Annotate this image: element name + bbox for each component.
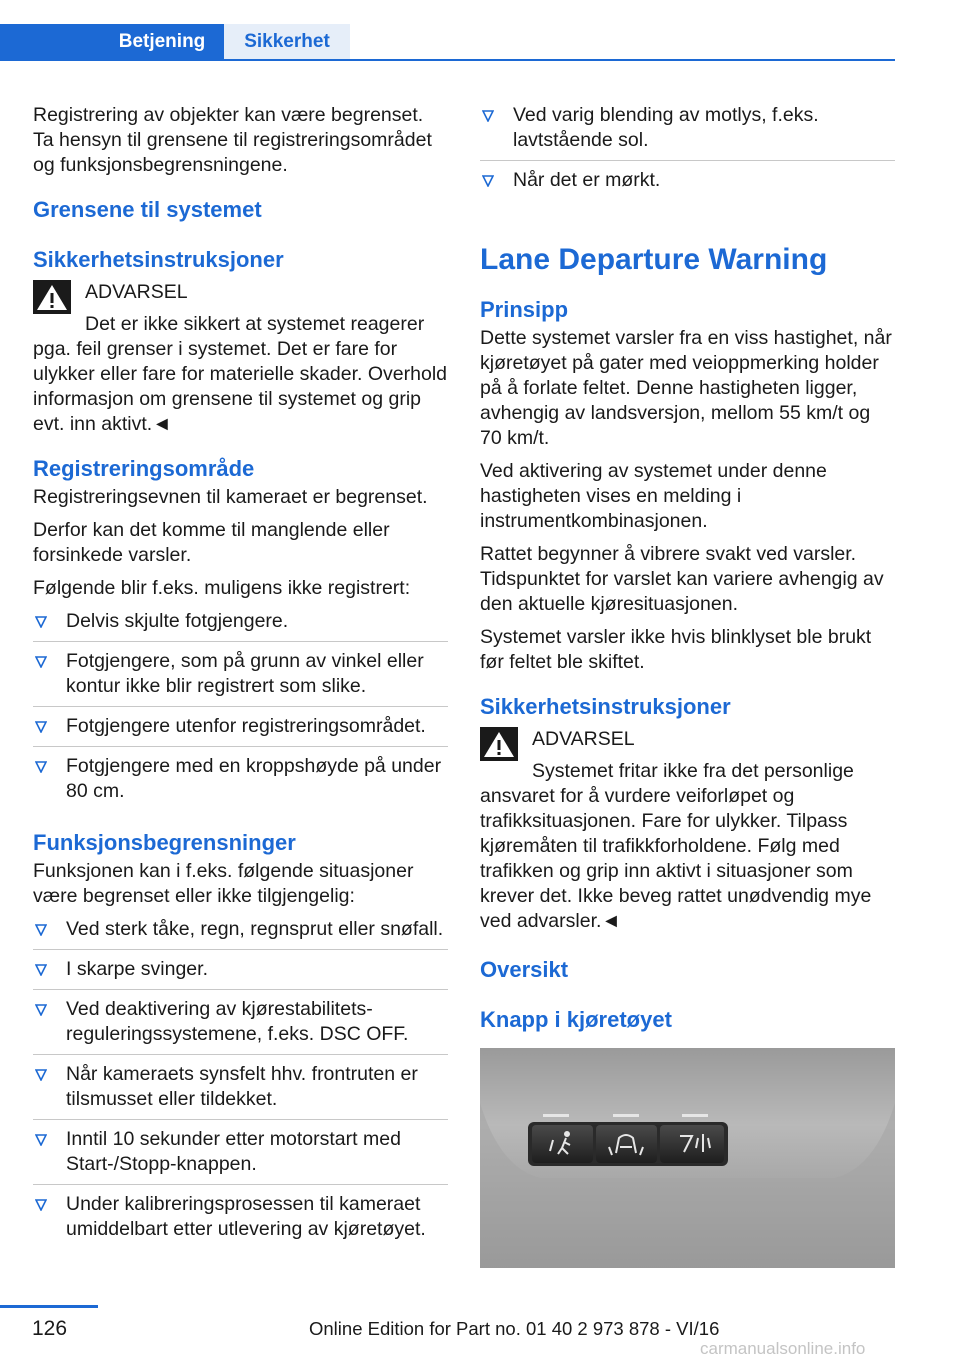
left-column bbox=[33, 103, 448, 1256]
triangle-bullet-icon bbox=[35, 924, 47, 936]
triangle-bullet-icon bbox=[35, 656, 47, 668]
warning-triangle-icon bbox=[33, 280, 71, 314]
warning-title: ADVARSEL bbox=[532, 728, 635, 750]
list-item bbox=[33, 754, 448, 811]
registration-list bbox=[33, 609, 448, 811]
list-item-text: Ved sterk tåke, regn, regnsprut eller snøfall. bbox=[66, 918, 444, 940]
warning-triangle-icon bbox=[480, 727, 518, 761]
list-item-text: Under kalibreringsprosessen til kameraet umiddelbart etter utlevering av kjøretøyet. bbox=[66, 1193, 426, 1240]
list-item bbox=[33, 649, 448, 707]
triangle-bullet-icon bbox=[35, 964, 47, 976]
heading-prinsipp: Prinsipp bbox=[480, 297, 569, 322]
principle-paragraph-3: Rattet begynner å vibrere svakt ved varsler. Tidspunktet for varslet kan variere avhengig av den aktuelle kjøresituasjonen. bbox=[480, 543, 884, 615]
reg-paragraph-3: Følgende blir f.eks. muligens ikke registrert: bbox=[33, 577, 411, 599]
limitation-list bbox=[33, 917, 448, 1249]
triangle-bullet-icon bbox=[35, 1134, 47, 1146]
triangle-bullet-icon bbox=[482, 110, 494, 122]
triangle-bullet-icon bbox=[482, 175, 494, 187]
principle-paragraph-4: Systemet varsler ikke hvis blinklyset ble brukt før feltet ble skiftet. bbox=[480, 626, 872, 673]
tab-bar-accent bbox=[0, 24, 100, 60]
watermark: carmanualsonline.info bbox=[700, 1339, 866, 1358]
principle-paragraph-2: Ved aktivering av systemet under denne hastigheten vises en melding i instrumentkombinasjonen. bbox=[480, 460, 827, 532]
triangle-bullet-icon bbox=[35, 1199, 47, 1211]
list-item bbox=[33, 609, 448, 642]
list-item-text: Når kameraets synsfelt hhv. frontruten er tilsmusset eller tildekket. bbox=[66, 1063, 418, 1110]
warning-title: ADVARSEL bbox=[85, 281, 188, 303]
list-item-text: Fotgjengere utenfor registreringsområdet. bbox=[66, 715, 426, 737]
list-item-text: Fotgjengere, som på grunn av vinkel eller kontur ikke blir registrert som slike. bbox=[66, 650, 424, 697]
footer-accent-line bbox=[0, 1305, 98, 1308]
warning-text: Systemet fritar ikke fra det personlige ansvaret for å vurdere veiforløpet og trafikksituasjonen. Fare for ulykker. Tilpass kjøremåten til trafikkforholdene. Følg med trafikken og grip inn aktivt i situasjoner som krever det. Ikke beveg rattet unødvendig mye ved advarsler.◄ bbox=[480, 760, 872, 932]
right-column bbox=[480, 103, 895, 1268]
list-item bbox=[33, 917, 448, 950]
heading-registrering: Registreringsområde bbox=[33, 456, 255, 481]
list-item bbox=[33, 1192, 448, 1249]
triangle-bullet-icon bbox=[35, 761, 47, 773]
warning-text: Det er ikke sikkert at systemet reagerer pga. feil grenser i systemet. Det er fare for ulykker eller fare for materielle skader. Overhold informasjon om grensene til systemet og grip evt. inn aktivt.◄ bbox=[33, 313, 448, 435]
list-item bbox=[33, 957, 448, 990]
warning-block bbox=[480, 727, 895, 934]
heading-oversikt: Oversikt bbox=[480, 957, 569, 982]
list-item-text: Ved deaktivering av kjørestabilitets-reguleringssystemene, f.eks. DSC OFF. bbox=[66, 998, 409, 1045]
triangle-bullet-icon bbox=[35, 721, 47, 733]
heading-grensene: Grensene til systemet bbox=[33, 197, 262, 222]
intro-paragraph: Registrering av objekter kan være begrenset. Ta hensyn til grensene til registreringsområdet og funksjonsbegrensningene. bbox=[33, 104, 432, 176]
reg-paragraph-2: Derfor kan det komme til manglende eller forsinkede varsler. bbox=[33, 519, 390, 566]
page-number: 126 bbox=[32, 1317, 68, 1340]
principle-paragraph-1: Dette systemet varsler fra en viss hastighet, når kjøretøyet på gater med veioppmerking holder på å forlate feltet. Denne hastigheten ligger, avhengig av landsversjon, mellom 55 km/t og 70 km/t. bbox=[480, 327, 892, 449]
list-item-text: I skarpe svinger. bbox=[66, 958, 208, 980]
button-panel-illustration bbox=[480, 1048, 895, 1268]
heading-sikkerhet-2: Sikkerhetsinstruksjoner bbox=[480, 694, 731, 719]
list-item bbox=[33, 1062, 448, 1120]
heading-funksjon: Funksjonsbegrensninger bbox=[33, 830, 296, 855]
list-item-text: Inntil 10 sekunder etter motorstart med Start-/Stopp-knappen. bbox=[66, 1128, 401, 1175]
button-panel-photo bbox=[480, 1048, 895, 1268]
chapter-tab-bar bbox=[0, 24, 895, 62]
heading-sikkerhet: Sikkerhetsinstruksjoner bbox=[33, 247, 284, 272]
reg-paragraph-1: Registreringsevnen til kameraet er begrenset. bbox=[33, 486, 428, 508]
heading-lane-departure: Lane Departure Warning bbox=[480, 243, 828, 276]
list-item-text: Fotgjengere med en kroppshøyde på under 80 cm. bbox=[66, 755, 442, 802]
heading-knapp: Knapp i kjøretøyet bbox=[480, 1007, 672, 1032]
list-item bbox=[33, 714, 448, 747]
list-item-text: Når det er mørkt. bbox=[513, 169, 661, 191]
blinding-list bbox=[480, 103, 895, 200]
list-item bbox=[33, 997, 448, 1055]
funk-paragraph: Funksjonen kan i f.eks. følgende situasjoner være begrenset eller ikke tilgjengelig: bbox=[33, 860, 414, 907]
tab-underline bbox=[0, 59, 895, 61]
list-item-text: Delvis skjulte fotgjengere. bbox=[66, 610, 289, 632]
triangle-bullet-icon bbox=[35, 616, 47, 628]
triangle-bullet-icon bbox=[35, 1004, 47, 1016]
tab-betjening[interactable]: Betjening bbox=[100, 24, 224, 60]
list-item-text: Ved varig blending av motlys, f.eks. lavtstående sol. bbox=[513, 104, 819, 151]
triangle-bullet-icon bbox=[35, 1069, 47, 1081]
list-item bbox=[480, 103, 895, 161]
footer-edition: Online Edition for Part no. 01 40 2 973 878 - VI/16 bbox=[309, 1318, 720, 1339]
list-item bbox=[33, 1127, 448, 1185]
warning-block bbox=[33, 280, 448, 437]
list-item bbox=[480, 168, 895, 200]
tab-sikkerhet[interactable]: Sikkerhet bbox=[224, 24, 350, 60]
